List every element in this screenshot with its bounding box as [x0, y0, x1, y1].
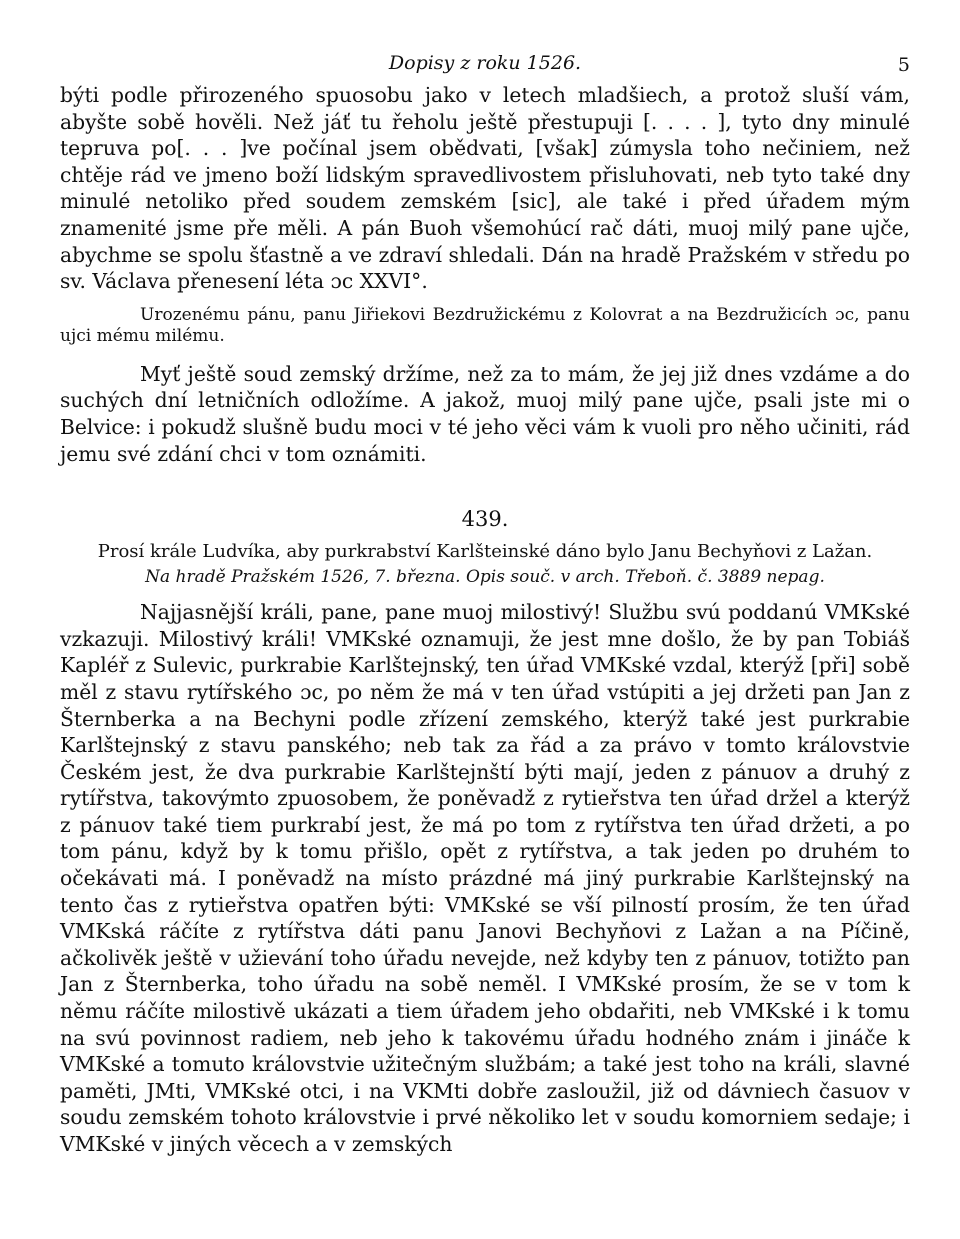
letter-summary: Prosí krále Ludvíka, aby purkrabství Karlšteinské dáno bylo Janu Bechyňovi z Lažan. [97, 541, 873, 563]
document-page [60, 48, 910, 1158]
letter-address: Urozenému pánu, panu Jiřiekovi Bezdružickému z Kolovrat a na Bezdružicích ɔc, panu ujci mému milému. [60, 304, 910, 346]
page-number: 5 [897, 54, 910, 76]
letter-body: Najjasnější králi, pane, pane muoj milostivý! Službu svú poddanú VMKské vzkazuji. Milostivý králi! VMKské oznamuji, že jest mne došlo, že by pan Tobiáš Kapléř z Sulevic, purkrabie Karlštejnský, ten úřad VMKské vzdal, kterýž [při] sobě měl z stavu rytířského ɔc, po něm že má v ten úřad vstúpiti a jej držeti pan Jan z Šternberka a na Bechyni podle zřízení zemského, kterýž také jest purkrabie Karlštejnský z stavu panského; neb tak za řád a za právo v tomto královstvie Českém jest, že dva purkrabie Karlštejnští býti mají, jeden z pánuov a druhý z rytířstva, takovýmto zpuosobem, že poněvadž z rytieřstva ten úřad držel a kterýž z pánuov také tiem purkrabí jest, že má po tom z rytířstva ten úřad držeti, a po tom pánu, když by k tomu přišlo, opět z rytířstva, a tak jeden po druhém to očekávati má. I poněvadž na místo prázdné má jiný purkrabie Karlštejnský na tento čas z rytieřstva opatřen býti: VMKské se vší pilností prosím, že ten úřad VMKská ráčíte z rytířstva dáti panu Janovi Bechyňovi z Lažan a na Píčině, ačkolivěk ještě v užievání toho úřadu nevejde, než kdyby ten z pánuov, totižto pan Jan z Šternberka, toho úřadu na sobě neměl. I VMKské prosím, že se v tom k němu ráčíte milostivě ukázati a tiem úřadem jeho obdařiti, neb VMKské i k tomu na svú povinnost radiem, neb jeho k takovému úřadu hodného znám i jináče k VMKské a tomuto královstvie užitečným službám; a také jest toho na králi, slavné paměti, JMti, VMKské otci, i na VKMti dobře zasloužil, již od dávniech časuov v soudu zemském tohoto královstvie i prvé několiko let v soudu komorniem sedaje; i VMKské v jiných věcech a v zemských [60, 600, 910, 1156]
paragraph-prev-letter-closing: býti podle přirozeného spuosobu jako v letech mladšiech, a protož sluší vám, abyšte sobě hověli. Než jáť tu řeholu ještě přestupuji [. . . . ], tyto dny minulé tepruva po[. . . ]ve počínal jsem obědvati, [však] zúmysla toho nečiniem, než chtěje rád ve jmeno boží lidským spravedlivostem přisluhovati, neb tyto také dny minulé netoliko před soudem zemském [sic], ale také i před úřadem mým znamenité jsme pře měli. A pán Buoh všemohúcí rač dáti, muoj milý pane ujče, abychme se spolu šťastně a ve zdraví shledali. Dán na hradě Pražském v středu po sv. Václava přenesení léta ɔc XXVI°. [60, 83, 910, 294]
paragraph-postscript: Myť ještě soud zemský držíme, než za to mám, že jej již dnes vzdáme a do suchých dní letničních odložíme. A jakož, muoj milý pane ujče, psali jste mi o Belvice: i pokudž slušně budu moci v té jeho věci vám k vuoli pro něho učiniti, rád jemu své zdání chci v tom oznámiti. [60, 361, 910, 466]
running-title: Dopisy z roku 1526. [388, 52, 582, 74]
page-header [60, 48, 910, 82]
letter-source-note: Na hradě Pražském 1526, 7. března. Opis souč. v arch. Třeboň. č. 3889 nepag. [145, 567, 825, 588]
letter-number: 439. [461, 507, 509, 532]
